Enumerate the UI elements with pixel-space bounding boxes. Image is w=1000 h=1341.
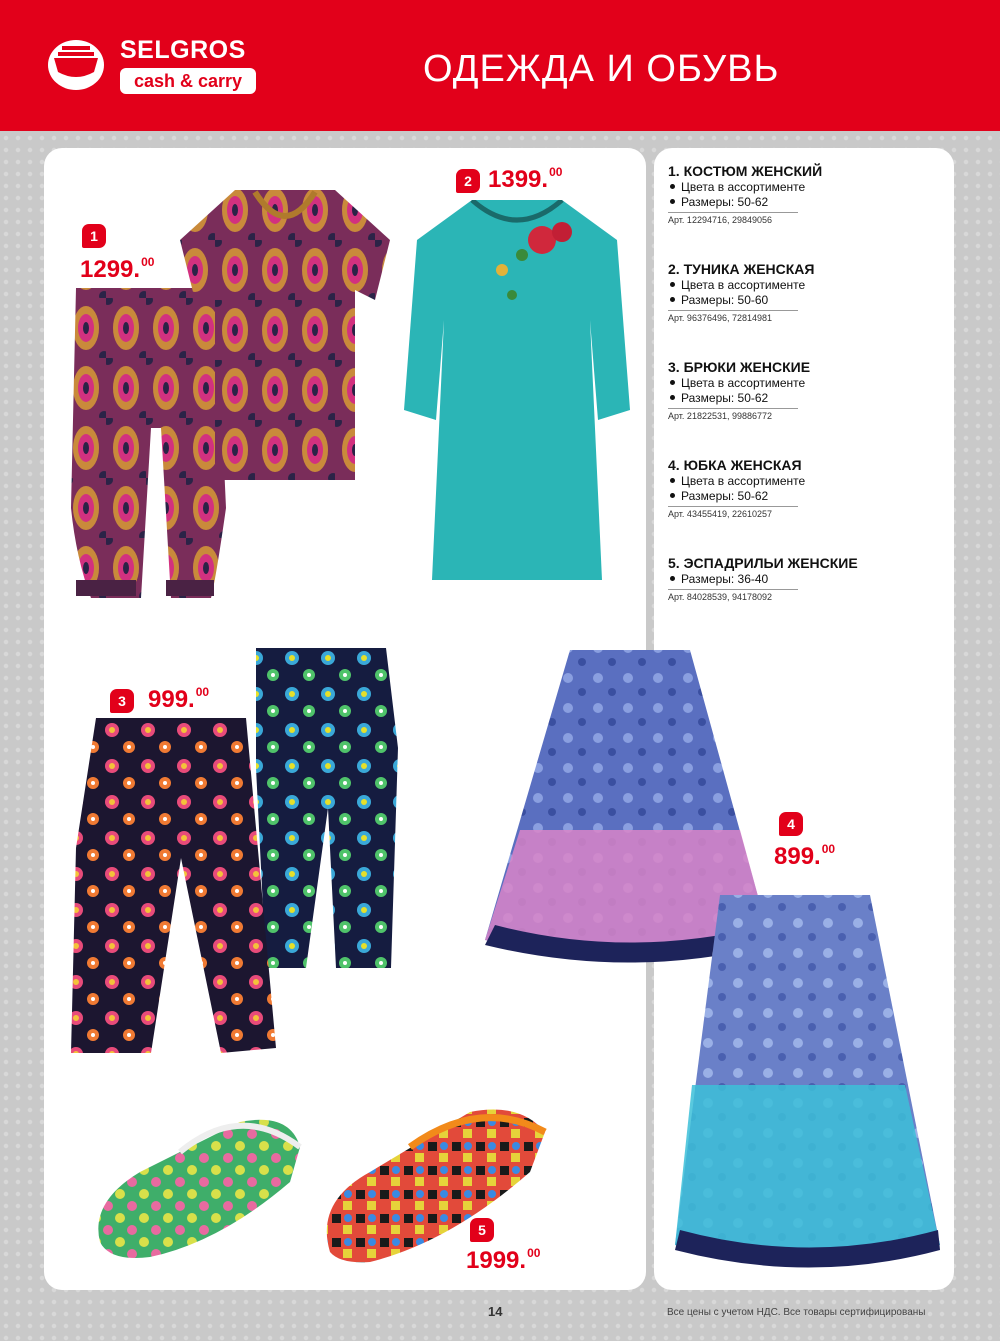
page-title: ОДЕЖДА И ОБУВЬ — [423, 48, 780, 90]
bullet-icon — [670, 576, 675, 581]
offer-price-3 — [148, 685, 209, 714]
item-detail: Размеры: 50-62 — [668, 391, 948, 406]
offer-badge-5: 5 — [470, 1218, 494, 1242]
price-main: 1299. — [80, 256, 141, 283]
price-cents: 00 — [527, 1246, 541, 1260]
item-title: 4. ЮБКА ЖЕНСКАЯ — [668, 457, 802, 473]
item-detail: Цвета в ассортименте — [668, 180, 948, 195]
item-title: 5. ЭСПАДРИЛЬИ ЖЕНСКИЕ — [668, 555, 858, 571]
bullet-icon — [670, 395, 675, 400]
item-title: 3. БРЮКИ ЖЕНСКИЕ — [668, 359, 811, 375]
item-5 — [668, 555, 948, 602]
bullet-icon — [670, 297, 675, 302]
item-title: 1. КОСТЮМ ЖЕНСКИЙ — [668, 163, 823, 179]
item-article: Арт. 21822531, 99886772 — [668, 408, 798, 421]
item-article: Арт. 84028539, 94178092 — [668, 589, 798, 602]
item-4 — [668, 457, 948, 519]
item-3 — [668, 359, 948, 421]
page-number: 14 — [488, 1304, 503, 1319]
product-photo-blouse — [175, 180, 395, 500]
offer-badge-1: 1 — [82, 224, 106, 248]
offer-price-1 — [80, 255, 154, 284]
item-article: Арт. 43455419, 22610257 — [668, 506, 798, 519]
offer-price-5 — [466, 1246, 540, 1275]
offer-price-4 — [774, 842, 835, 871]
bullet-icon — [670, 478, 675, 483]
product-photo-skirt-2 — [670, 885, 954, 1275]
footer-note: Все цены с учетом НДС. Все товары сертифицированы — [667, 1307, 926, 1318]
offer-badge-4: 4 — [779, 812, 803, 836]
item-1 — [668, 163, 948, 225]
bullet-icon — [670, 282, 675, 287]
price-main: 999. — [148, 686, 195, 713]
price-cents: 00 — [821, 842, 836, 856]
item-2 — [668, 261, 948, 323]
item-title: 2. ТУНИКА ЖЕНСКАЯ — [668, 261, 815, 277]
item-detail: Размеры: 50-62 — [668, 195, 948, 210]
price-cents: 00 — [549, 165, 563, 179]
price-cents: 00 — [141, 255, 155, 269]
header-bar — [0, 0, 1000, 131]
price-main: 899. — [774, 843, 821, 870]
item-detail: Цвета в ассортименте — [668, 278, 948, 293]
selgros-logo-icon — [44, 36, 108, 94]
product-photo-tunic — [402, 200, 632, 586]
bullet-icon — [670, 380, 675, 385]
item-detail: Размеры: 36-40 — [668, 572, 948, 587]
item-article: Арт. 96376496, 72814981 — [668, 310, 798, 323]
offer-price-2 — [488, 165, 562, 194]
item-detail: Цвета в ассортименте — [668, 376, 948, 391]
price-cents: 00 — [195, 685, 210, 699]
bullet-icon — [670, 199, 675, 204]
bullet-icon — [670, 184, 675, 189]
brand-name: SELGROS — [120, 36, 246, 64]
item-detail: Цвета в ассортименте — [668, 474, 948, 489]
bullet-icon — [670, 493, 675, 498]
price-main: 1999. — [466, 1247, 527, 1274]
offer-badge-3: 3 — [110, 689, 134, 713]
item-article: Арт. 12294716, 29849056 — [668, 212, 798, 225]
item-list — [668, 163, 948, 638]
item-detail: Размеры: 50-60 — [668, 293, 948, 308]
price-main: 1399. — [488, 166, 549, 193]
brand-tagline: cash & carry — [120, 68, 256, 94]
item-detail: Размеры: 50-62 — [668, 489, 948, 504]
offer-badge-2: 2 — [456, 169, 480, 193]
